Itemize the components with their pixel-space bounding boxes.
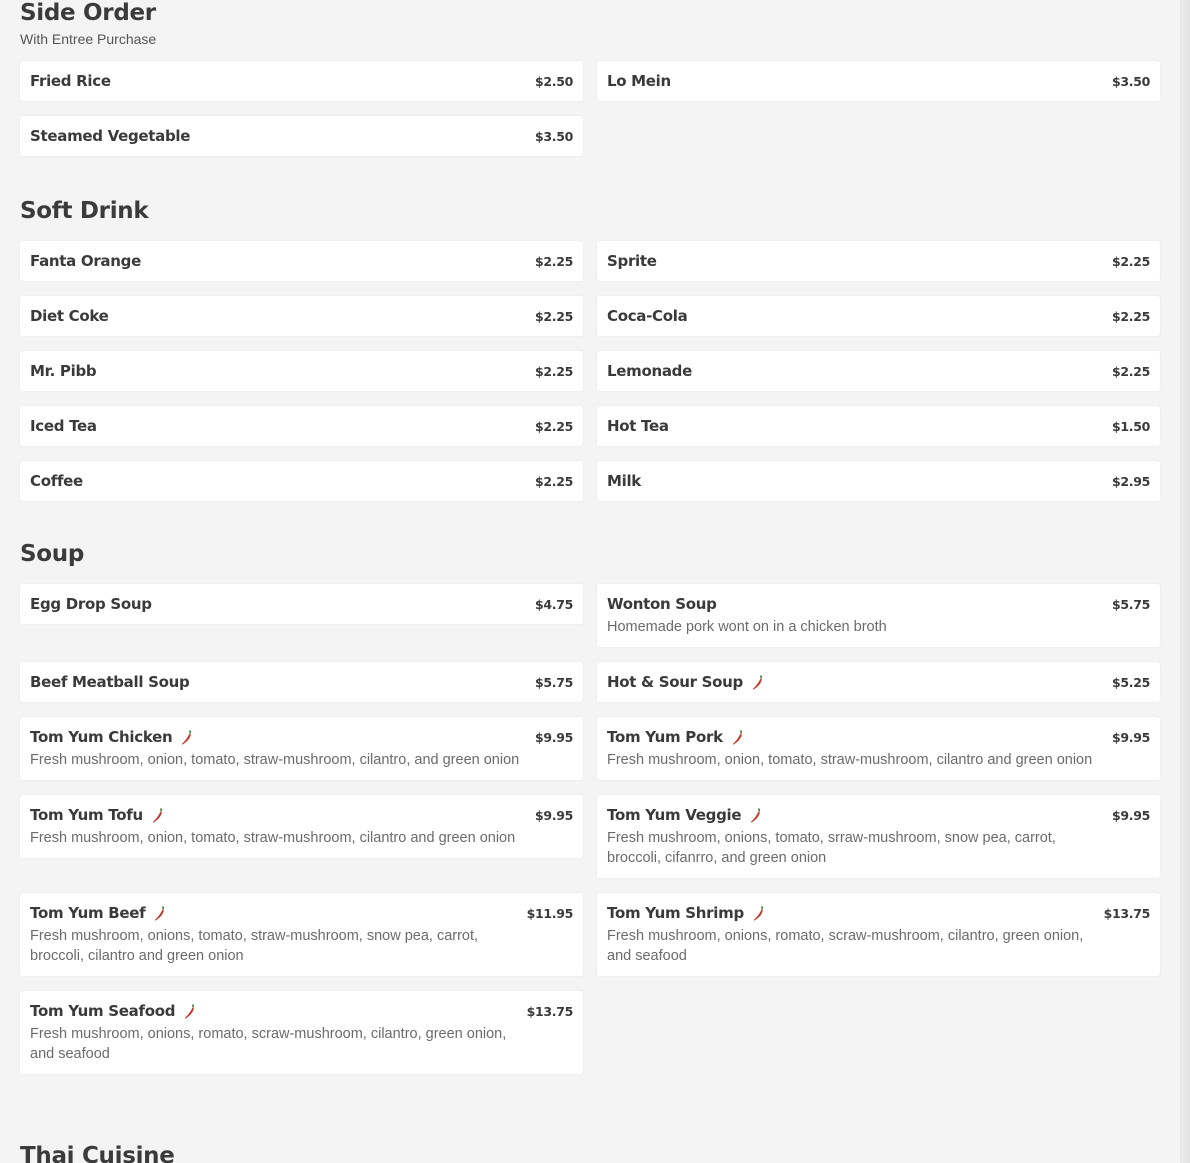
- section-title: Thai Cuisine: [20, 1143, 175, 1163]
- item-name: Tom Yum Beef: [30, 904, 146, 922]
- menu-item-fried-rice[interactable]: [20, 61, 583, 101]
- item-description: Fresh mushroom, onions, romato, scraw-mushroom, cilantro, green onion, and seafood: [607, 928, 1084, 964]
- section-soft-drink: [20, 198, 1160, 501]
- item-description: Homemade pork wont on in a chicken broth: [607, 619, 887, 635]
- item-name: Beef Meatball Soup: [30, 673, 190, 691]
- menu-item-coca-cola[interactable]: [597, 296, 1160, 336]
- menu-item-egg-drop-soup[interactable]: [20, 584, 583, 624]
- item-price: $9.95: [534, 729, 573, 745]
- item-name: Tom Yum Pork: [607, 728, 723, 746]
- item-description: Fresh mushroom, onion, tomato, straw-mushroom, cilantro and green onion: [30, 830, 516, 846]
- menu-item-sprite[interactable]: [597, 241, 1160, 281]
- menu-item-iced-tea[interactable]: [20, 406, 583, 446]
- menu-item-diet-coke[interactable]: [20, 296, 583, 336]
- item-name: Coca-Cola: [607, 307, 688, 325]
- menu-item-beef-meatball-soup[interactable]: [20, 662, 583, 702]
- item-name: Hot & Sour Soup: [607, 673, 743, 691]
- menu-item-hot-sour-soup[interactable]: [597, 662, 1160, 702]
- item-description: Fresh mushroom, onion, tomato, straw-mushroom, cilantro and green onion: [607, 752, 1093, 768]
- item-price: $2.25: [534, 253, 573, 269]
- item-name: Milk: [607, 472, 641, 490]
- menu-item-tom-yum-pork[interactable]: [597, 717, 1160, 780]
- item-price: $4.75: [534, 596, 573, 612]
- item-price: $11.95: [526, 905, 573, 921]
- item-name: Coffee: [30, 472, 83, 490]
- item-price: $2.95: [1111, 473, 1150, 489]
- chili-pepper-icon: [732, 730, 743, 745]
- section-title: Soft Drink: [20, 198, 149, 224]
- item-name: Sprite: [607, 252, 657, 270]
- section-title: Side Order: [20, 0, 156, 26]
- item-name: Wonton Soup: [607, 595, 717, 613]
- section-subtitle: With Entree Purchase: [20, 31, 157, 47]
- menu-item-milk[interactable]: [597, 461, 1160, 501]
- item-price: $2.50: [534, 73, 573, 89]
- chili-pepper-icon: [750, 808, 761, 823]
- item-name: Diet Coke: [30, 307, 109, 325]
- menu-item-hot-tea[interactable]: [597, 406, 1160, 446]
- item-name: Tom Yum Veggie: [607, 806, 742, 824]
- menu-item-tom-yum-shrimp[interactable]: [597, 893, 1160, 976]
- menu-item-wonton-soup[interactable]: [597, 584, 1160, 647]
- menu-item-mr-pibb[interactable]: [20, 351, 583, 391]
- chili-pepper-icon: [154, 906, 165, 921]
- chili-pepper-icon: [152, 808, 163, 823]
- menu-item-fanta-orange[interactable]: [20, 241, 583, 281]
- item-price: $5.75: [534, 674, 573, 690]
- item-name: Tom Yum Seafood: [30, 1002, 176, 1020]
- menu-item-tom-yum-beef[interactable]: [20, 893, 583, 976]
- item-name: Lemonade: [607, 362, 692, 380]
- item-price: $2.25: [534, 363, 573, 379]
- menu-item-tom-yum-chicken[interactable]: [20, 717, 583, 780]
- chili-pepper-icon: [181, 730, 192, 745]
- item-name: Egg Drop Soup: [30, 595, 152, 613]
- menu-item-tom-yum-veggie[interactable]: [597, 795, 1160, 878]
- item-price: $2.25: [1111, 363, 1150, 379]
- item-name: Iced Tea: [30, 417, 97, 435]
- item-price: $1.50: [1111, 418, 1150, 434]
- item-price: $2.25: [1111, 253, 1150, 269]
- item-price: $9.95: [1111, 729, 1150, 745]
- item-name: Hot Tea: [607, 417, 669, 435]
- item-price: $9.95: [534, 807, 573, 823]
- chili-pepper-icon: [753, 906, 764, 921]
- item-description: Fresh mushroom, onion, tomato, straw-mushroom, cilantro, and green onion: [30, 752, 520, 768]
- item-price: $13.75: [526, 1003, 573, 1019]
- menu-item-tom-yum-tofu[interactable]: [20, 795, 583, 858]
- item-price: $2.25: [1111, 308, 1150, 324]
- menu-item-lo-mein[interactable]: [597, 61, 1160, 101]
- chili-pepper-icon: [184, 1004, 195, 1019]
- item-name: Mr. Pibb: [30, 362, 97, 380]
- section-title: Soup: [20, 541, 85, 567]
- item-name: Fried Rice: [30, 72, 111, 90]
- item-price: $5.25: [1111, 674, 1150, 690]
- item-name: Tom Yum Tofu: [30, 806, 143, 824]
- item-name: Lo Mein: [607, 72, 671, 90]
- item-price: $5.75: [1111, 596, 1150, 612]
- item-price: $2.25: [534, 418, 573, 434]
- scrollbar-track[interactable]: [1180, 0, 1190, 1163]
- item-description: Fresh mushroom, onions, tomato, straw-mushroom, snow pea, carrot, broccoli, cilantro and green onion: [30, 928, 479, 964]
- item-name: Fanta Orange: [30, 252, 141, 270]
- item-name: Tom Yum Shrimp: [607, 904, 744, 922]
- section-soup: [20, 541, 1160, 1074]
- item-price: $2.25: [534, 308, 573, 324]
- section-thai-cuisine: [20, 1143, 1160, 1163]
- section-side-order: [20, 0, 1160, 156]
- item-description: Fresh mushroom, onions, romato, scraw-mushroom, cilantro, green onion, and seafood: [30, 1026, 507, 1062]
- item-price: $9.95: [1111, 807, 1150, 823]
- item-price: $3.50: [1111, 73, 1150, 89]
- item-price: $13.75: [1103, 905, 1150, 921]
- menu-item-tom-yum-seafood[interactable]: [20, 991, 583, 1074]
- menu-item-coffee[interactable]: [20, 461, 583, 501]
- item-price: $2.25: [534, 473, 573, 489]
- item-name: Steamed Vegetable: [30, 127, 191, 145]
- chili-pepper-icon: [752, 675, 763, 690]
- item-name: Tom Yum Chicken: [30, 728, 173, 746]
- menu-item-lemonade[interactable]: [597, 351, 1160, 391]
- menu-item-steamed-vegetable[interactable]: [20, 116, 583, 156]
- item-price: $3.50: [534, 128, 573, 144]
- item-description: Fresh mushroom, onions, tomato, srraw-mushroom, snow pea, carrot, broccoli, cifanrro, and green onion: [607, 830, 1056, 866]
